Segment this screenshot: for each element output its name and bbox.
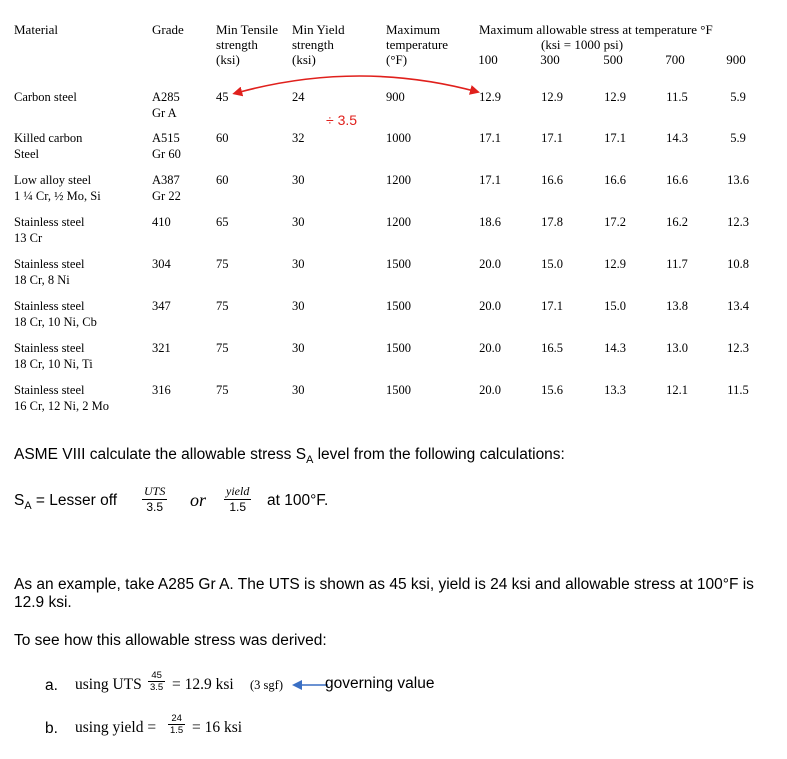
row-stress-500: 15.0 (604, 299, 626, 313)
row-tensile: 60 (216, 173, 229, 187)
row-stress-300: 15.6 (541, 383, 563, 397)
row-stress-100: 20.0 (479, 299, 501, 313)
row-material (14, 172, 101, 204)
row-stress-100: 17.1 (479, 131, 501, 145)
row-grade (152, 214, 171, 230)
item-a-num: 45 (148, 670, 165, 682)
row-tensile: 75 (216, 341, 229, 355)
row-stress-900: 13.6 (727, 173, 749, 187)
calc-heading-end: level from the following calculations: (313, 446, 565, 463)
row-material (14, 382, 109, 414)
header-tensile-line: Min Tensile (216, 22, 279, 37)
row-tensile: 75 (216, 299, 229, 313)
row-stress-500: 12.9 (604, 257, 626, 271)
row-grade-line: 321 (152, 341, 171, 355)
row-stress-700: 13.0 (666, 341, 688, 355)
row-yield: 30 (292, 257, 305, 271)
header-maxtemp-line: temperature (386, 37, 449, 52)
formula-yield-fraction (224, 484, 251, 514)
row-grade (152, 382, 171, 398)
calc-heading-text: ASME VIII calculate the allowable stress S (14, 446, 307, 463)
formula-or: or (190, 490, 207, 510)
row-tensile: 60 (216, 131, 229, 145)
row-stress-700: 11.5 (666, 90, 688, 104)
header-material: Material (14, 22, 59, 37)
row-grade (152, 298, 171, 314)
item-b-label: b. (45, 720, 58, 737)
formula-yield-den: 1.5 (229, 500, 246, 514)
row-material-line: 18 Cr, 10 Ni, Cb (14, 315, 97, 329)
row-material-line: 16 Cr, 12 Ni, 2 Mo (14, 399, 109, 413)
row-stress-700: 14.3 (666, 131, 688, 145)
row-stress-700: 16.6 (666, 173, 688, 187)
row-grade-line: 304 (152, 257, 171, 271)
item-a-sgf: (3 sgf) (250, 678, 283, 692)
row-grade (152, 172, 181, 204)
row-stress-900: 13.4 (727, 299, 749, 313)
row-stress-100: 12.9 (479, 90, 501, 104)
row-grade-line: Gr A (152, 106, 177, 120)
row-maxtemp: 1500 (386, 299, 411, 313)
row-stress-100: 20.0 (479, 257, 501, 271)
row-material (14, 214, 84, 246)
item-b-den: 1.5 (170, 725, 184, 736)
row-material-line: Killed carbon (14, 131, 83, 145)
header-grade: Grade (152, 22, 184, 37)
formula-yield-num: yield (226, 484, 250, 498)
row-stress-100: 18.6 (479, 215, 501, 229)
header-temp-500: 500 (603, 52, 623, 67)
header-yield-line: strength (292, 37, 334, 52)
row-material-line: Steel (14, 147, 39, 161)
formula-uts-num: UTS (144, 484, 166, 498)
row-material-line: 18 Cr, 8 Ni (14, 273, 70, 287)
row-maxtemp: 1000 (386, 131, 411, 145)
row-material (14, 340, 93, 372)
divide-arrow (0, 0, 787, 140)
item-a-governing: governing value (325, 675, 435, 692)
row-material-line: 13 Cr (14, 231, 43, 245)
row-stress-100: 20.0 (479, 341, 501, 355)
row-stress-300: 17.1 (541, 131, 563, 145)
row-stress-100: 20.0 (479, 383, 501, 397)
row-material-line: 18 Cr, 10 Ni, Ti (14, 357, 93, 371)
row-grade-line: 316 (152, 383, 171, 397)
formula-s-sub: A (24, 500, 32, 513)
row-grade-line: Gr 22 (152, 189, 181, 203)
row-yield: 30 (292, 383, 305, 397)
header-allowable: Maximum allowable stress at temperature °F (479, 22, 713, 37)
row-maxtemp: 900 (386, 90, 405, 104)
row-material-line: Stainless steel (14, 341, 85, 355)
header-allowable-sub: (ksi = 1000 psi) (541, 37, 624, 52)
item-b-num: 24 (168, 713, 185, 725)
formula-lhs (14, 492, 117, 512)
row-stress-500: 12.9 (604, 90, 626, 104)
row-stress-500: 16.6 (604, 173, 626, 187)
header-temp-700: 700 (665, 52, 685, 67)
row-grade-line: Gr 60 (152, 147, 181, 161)
row-maxtemp: 1500 (386, 341, 411, 355)
row-tensile: 45 (216, 90, 229, 104)
header-temp-900: 900 (726, 52, 746, 67)
row-maxtemp: 1500 (386, 257, 411, 271)
row-stress-500: 17.1 (604, 131, 626, 145)
item-b-text: using yield = (75, 719, 157, 736)
formula-s: S (14, 492, 25, 509)
row-maxtemp: 1200 (386, 215, 411, 229)
row-material-line: Stainless steel (14, 257, 85, 271)
formula-at: at 100°F. (267, 492, 329, 509)
row-grade-line: A285 (152, 90, 180, 104)
row-yield: 24 (292, 90, 305, 104)
row-stress-700: 11.7 (666, 257, 688, 271)
row-stress-700: 12.1 (666, 383, 688, 397)
item-a-text: using UTS (75, 676, 142, 693)
row-grade-line: A515 (152, 131, 180, 145)
calc-heading-sub: A (306, 454, 314, 467)
divide-label: ÷ 3.5 (326, 112, 358, 128)
row-stress-500: 17.2 (604, 215, 626, 229)
item-a-fraction (148, 670, 165, 693)
row-grade (152, 256, 171, 272)
example-paragraph: As an example, take A285 Gr A. The UTS is shown as 45 ksi, yield is 24 ksi and allowable stress at 100°F is 12.9 ksi. (14, 576, 754, 611)
formula-lesser: = Lesser off (31, 492, 118, 509)
row-grade-line: A387 (152, 173, 180, 187)
row-grade (152, 340, 171, 356)
row-material-line: Low alloy steel (14, 173, 92, 187)
row-stress-900: 11.5 (727, 383, 749, 397)
row-grade-line: 347 (152, 299, 171, 313)
header-maxtemp-line: Maximum (386, 22, 441, 37)
formula-uts-den: 3.5 (146, 500, 164, 514)
row-maxtemp: 1500 (386, 383, 411, 397)
row-maxtemp: 1200 (386, 173, 411, 187)
row-stress-300: 17.1 (541, 299, 563, 313)
row-material-line: 1 ¼ Cr, ½ Mo, Si (14, 189, 101, 203)
row-material (14, 256, 84, 288)
header-temp-100: 100 (478, 52, 498, 67)
item-a-label: a. (45, 677, 58, 694)
row-yield: 30 (292, 215, 305, 229)
row-stress-700: 13.8 (666, 299, 688, 313)
row-stress-300: 17.8 (541, 215, 563, 229)
row-stress-900: 10.8 (727, 257, 749, 271)
item-b-result: = 16 ksi (192, 719, 243, 736)
row-tensile: 75 (216, 383, 229, 397)
row-yield: 30 (292, 299, 305, 313)
header-tensile-line: strength (216, 37, 258, 52)
row-stress-300: 16.5 (541, 341, 563, 355)
row-tensile: 75 (216, 257, 229, 271)
row-stress-300: 12.9 (541, 90, 563, 104)
row-stress-300: 16.6 (541, 173, 563, 187)
divide-arrow-line (240, 76, 478, 92)
row-material-line: Stainless steel (14, 383, 85, 397)
row-stress-900: 5.9 (730, 131, 746, 145)
formula-uts-fraction (142, 484, 167, 514)
calc-heading (14, 446, 565, 469)
row-yield: 32 (292, 131, 305, 145)
row-stress-500: 14.3 (604, 341, 626, 355)
item-a-result: = 12.9 ksi (172, 676, 234, 693)
derive-text: To see how this allowable stress was derived: (14, 632, 327, 649)
row-stress-300: 15.0 (541, 257, 563, 271)
row-material-line: Carbon steel (14, 90, 77, 104)
row-tensile: 65 (216, 215, 229, 229)
row-stress-700: 16.2 (666, 215, 688, 229)
row-yield: 30 (292, 341, 305, 355)
item-a-den: 3.5 (150, 682, 164, 693)
header-tensile-line: (ksi) (216, 52, 240, 67)
item-b-fraction (168, 713, 185, 736)
header-yield-line: Min Yield (292, 22, 345, 37)
row-yield: 30 (292, 173, 305, 187)
header-yield-line: (ksi) (292, 52, 316, 67)
row-stress-900: 5.9 (730, 90, 746, 104)
row-material-line: Stainless steel (14, 215, 85, 229)
row-stress-500: 13.3 (604, 383, 626, 397)
row-stress-900: 12.3 (727, 215, 749, 229)
header-temp-300: 300 (540, 52, 560, 67)
row-stress-900: 12.3 (727, 341, 749, 355)
row-grade-line: 410 (152, 215, 171, 229)
header-maxtemp-line: (°F) (386, 52, 408, 67)
row-material (14, 298, 97, 330)
row-material-line: Stainless steel (14, 299, 85, 313)
row-stress-100: 17.1 (479, 173, 501, 187)
